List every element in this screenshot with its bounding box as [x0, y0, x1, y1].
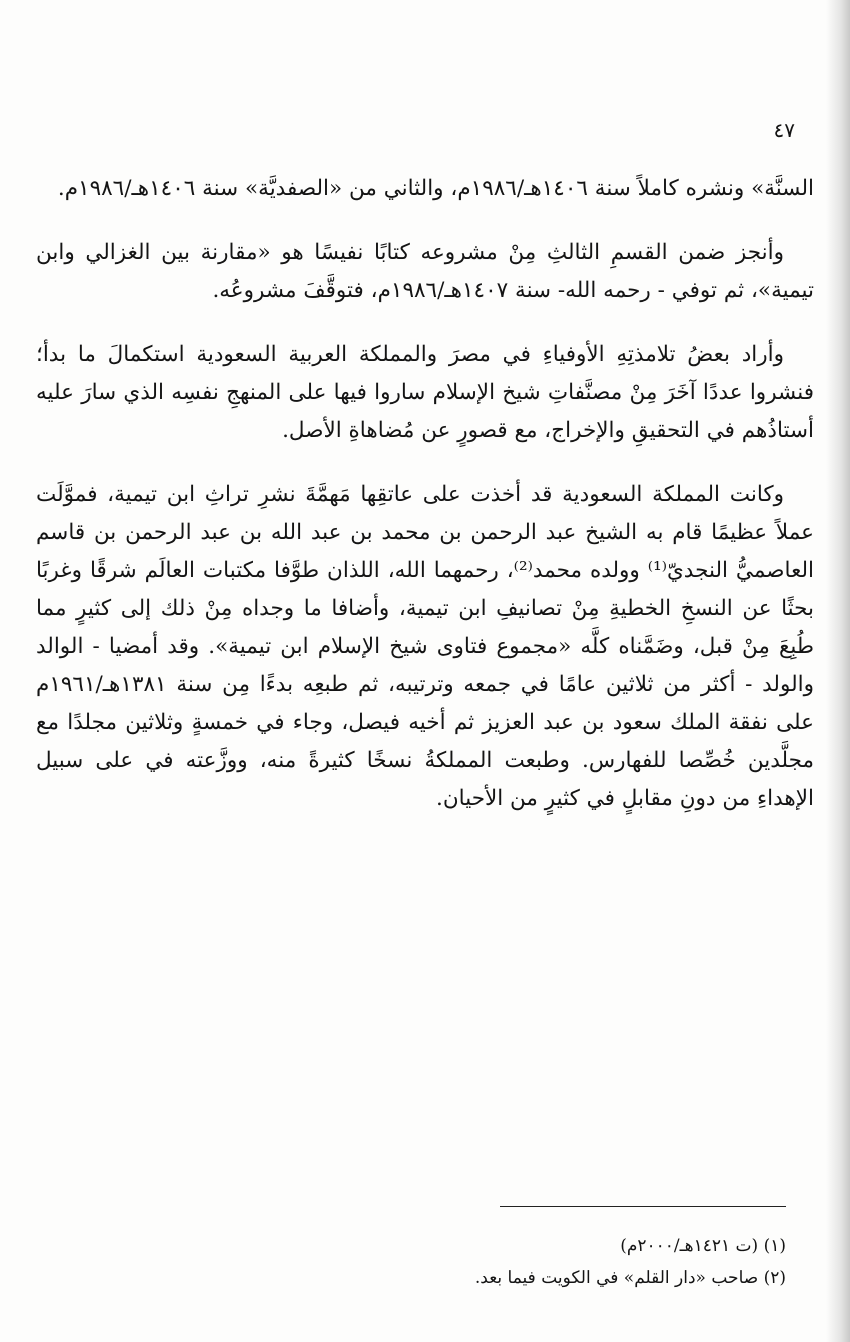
footnote-2: (٢) صاحب «دار القلم» في الكويت فيما بعد. [474, 1268, 786, 1288]
paragraph-4: وكانت المملكة السعودية قد أخذت على عاتقِها مَهمَّةَ نشرِ تراثِ ابن تيمية، فموَّلَت عملاً عظيمًا قام به الشيخ عبد الرحمن بن محمد بن عبد الله بن عبد الرحمن بن قاسم العاصميُّ النجديّ⁽¹⁾ وولده محمد⁽²⁾، رحمهما الله، اللذان طوَّفا مكتبات العالَم شرقًا وغربًا بحثًا عن النسخِ الخطيةِ مِنْ تصانيفِ ابن تيمية، وأضافا ما وجداه مِنْ ذلك إلى كثيرٍ مما طُبِعَ مِنْ قبل، وضَمَّناه كلَّه «مجموع فتاوى شيخ الإسلام ابن تيمية». وقد أمضيا - الوالد والولد - أكثر من ثلاثين عامًا في جمعه وترتيبه، ثم طبعِه بدءًا مِن سنة ١٣٨١هـ/١٩٦١م على نفقة الملك سعود بن عبد العزيز ثم أخيه فيصل، وجاء في خمسةٍ وثلاثين مجلدًا مع مجلَّدين خُصِّصا للفهارس. وطبعت المملكةُ نسخًا كثيرةً منه، ووزَّعته في على سبيل الإهداءِ من دونِ مقابلٍ في كثيرٍ من الأحيان. [36, 482, 814, 811]
page-edge-shadow [826, 0, 850, 1342]
paragraph-1: السنَّة» ونشره كاملاً سنة ١٤٠٦هـ/١٩٨٦م، والثاني من «الصفديَّة» سنة ١٤٠٦هـ/١٩٨٦م. [57, 176, 814, 201]
main-text [36, 170, 814, 844]
footnote-1: (١) (ت ١٤٢١هـ/٢٠٠٠م) [620, 1236, 786, 1256]
page-number: ٤٧ [773, 118, 795, 142]
footnote-divider [500, 1206, 786, 1207]
paragraph-2: وأنجز ضمن القسمِ الثالثِ مِنْ مشروعه كتابًا نفيسًا هو «مقارنة بين الغزالي وابن تيمية»، ثم توفي - رحمه الله- سنة ١٤٠٧هـ/١٩٨٦م، فتوقَّفَ مشروعُه. [36, 240, 814, 303]
footnotes [120, 1230, 786, 1294]
paragraph-3: وأراد بعضُ تلامذتِهِ الأوفياءِ في مصرَ والمملكة العربية السعودية استكمالَ ما بدأ؛ فنشروا عددًا آخَرَ مِنْ مصنَّفاتِ شيخ الإسلام ساروا فيها على المنهجِ نفسِه الذي سارَ عليه أستاذُهم في التحقيقِ والإخراج، مع قصورٍ عن مُضاهاةِ الأصل. [36, 342, 814, 443]
